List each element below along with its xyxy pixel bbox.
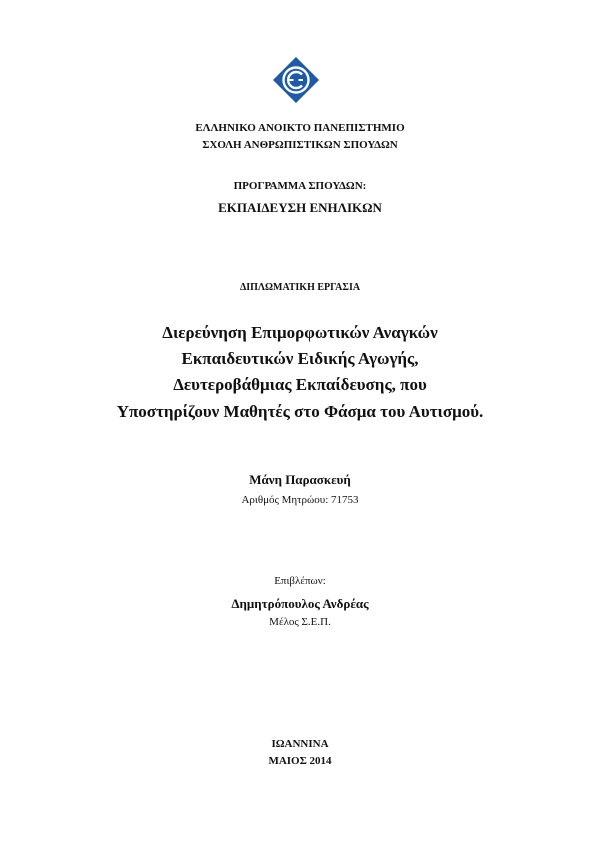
- author-name: Μάνη Παρασκευή: [249, 472, 351, 487]
- university-logo-icon: [272, 56, 320, 104]
- supervisor-name: Δημητρόπουλος Ανδρέας: [231, 596, 369, 611]
- supervisor-role: Μέλος Σ.Ε.Π.: [269, 616, 331, 628]
- thesis-title-line: Υποστηρίζουν Μαθητές στο Φάσμα του Αυτισμού.: [116, 402, 484, 421]
- thesis-title-line: Δευτεροβάθμιας Εκπαίδευσης, που: [173, 375, 427, 394]
- thesis-title-line: Εκπαιδευτικών Ειδικής Αγωγής,: [181, 349, 419, 368]
- date: ΜΑΙΟΣ 2014: [268, 755, 332, 767]
- registration-number: Αριθμός Μητρώου: 71753: [241, 494, 359, 506]
- thesis-type: ΔΙΠΛΩΜΑΤΙΚΗ ΕΡΓΑΣΙΑ: [239, 282, 361, 293]
- school-name: ΣΧΟΛΗ ΑΝΘΡΩΠΙΣΤΙΚΩΝ ΣΠΟΥΔΩΝ: [202, 139, 398, 151]
- program-label: ΠΡΟΓΡΑΜΜΑ ΣΠΟΥΔΩΝ:: [233, 180, 367, 192]
- university-name: ΕΛΛΗΝΙΚΟ ΑΝΟΙΚΤΟ ΠΑΝΕΠΙΣΤΗΜΙΟ: [195, 122, 405, 134]
- thesis-title-line: Διερεύνηση Επιμορφωτικών Αναγκών: [162, 323, 438, 342]
- supervisor-label: Επιβλέπων:: [274, 575, 326, 587]
- city: ΙΩΑΝΝΙΝΑ: [271, 738, 329, 750]
- program-name: ΕΚΠΑΙΔΕΥΣΗ ΕΝΗΛΙΚΩΝ: [218, 200, 382, 215]
